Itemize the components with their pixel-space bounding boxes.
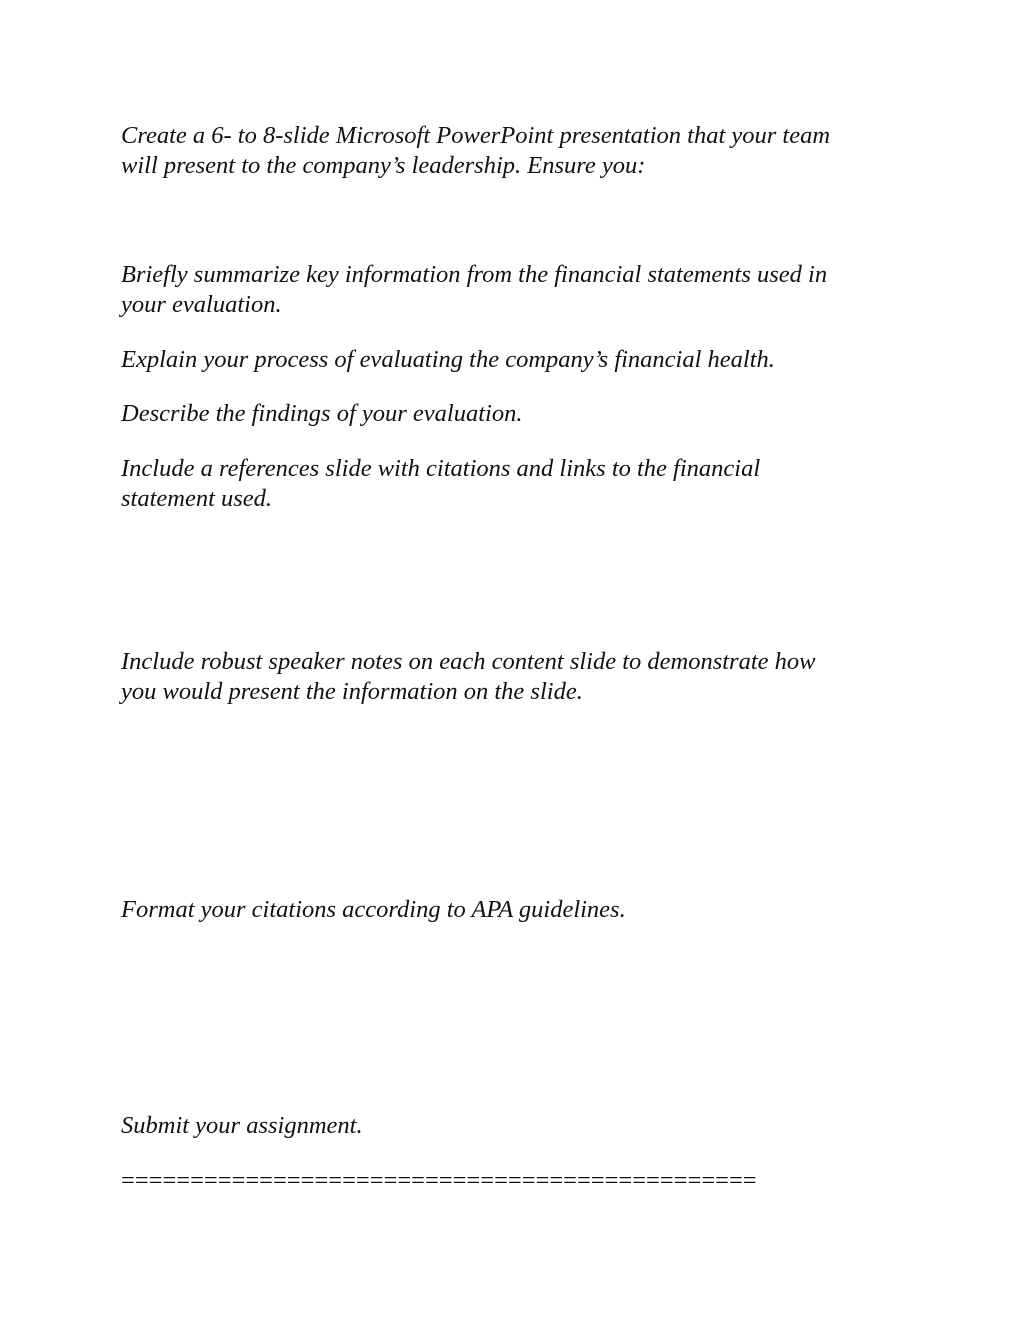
instruction-apa-format: Format your citations according to APA guidelines.	[121, 896, 626, 923]
instruction-speaker-notes: Include robust speaker notes on each content slide to demonstrate how you would present the information on the slide.	[121, 648, 816, 705]
instruction-describe-findings: Describe the findings of your evaluation.	[121, 400, 523, 427]
instruction-summarize: Briefly summarize key information from the financial statements used in your evaluation.	[121, 261, 828, 318]
separator-line: ==============================================	[121, 1167, 757, 1194]
instruction-references-slide: Include a references slide with citations and links to the financial statement used.	[121, 455, 761, 512]
intro-paragraph: Create a 6- to 8-slide Microsoft PowerPoint presentation that your team will present to the company’s leadership. Ensure you:	[121, 122, 831, 179]
instruction-submit: Submit your assignment.	[121, 1112, 363, 1139]
instruction-explain-process: Explain your process of evaluating the company’s financial health.	[121, 346, 775, 373]
